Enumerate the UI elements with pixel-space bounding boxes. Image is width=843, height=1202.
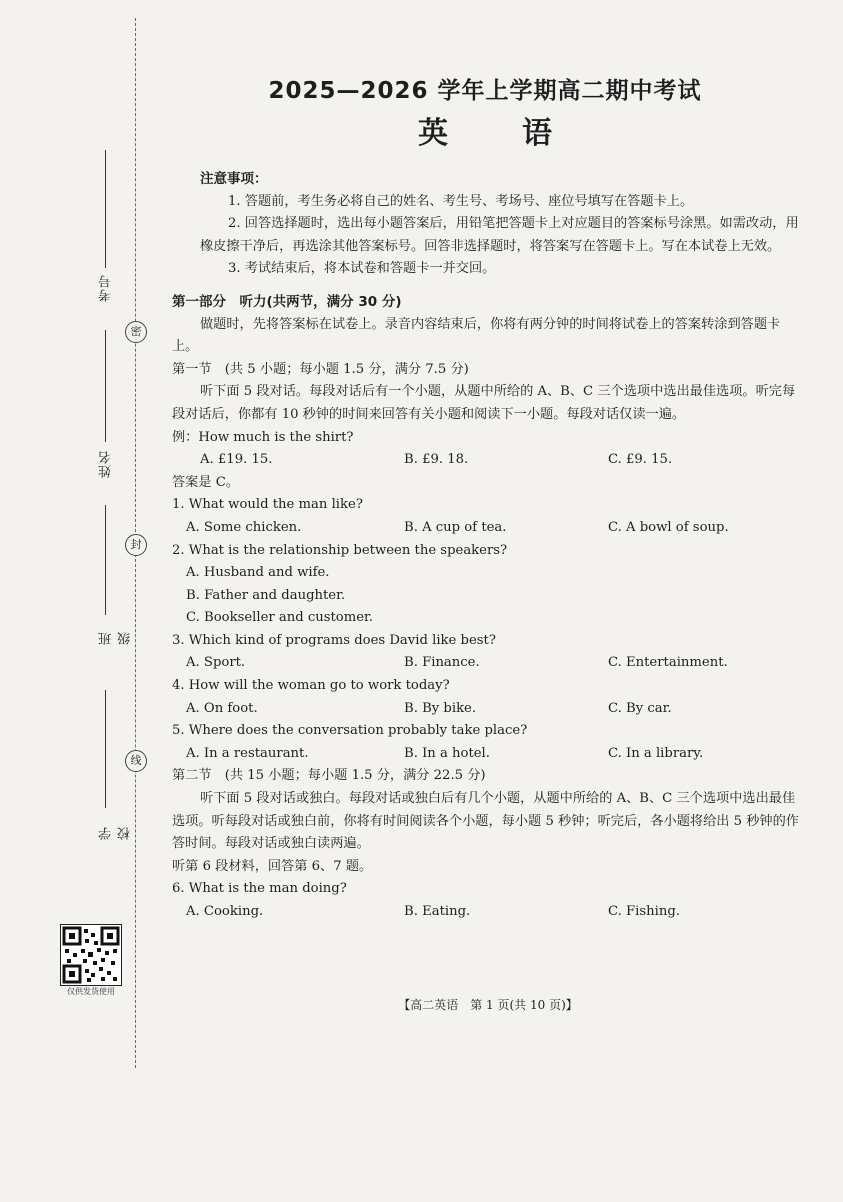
option-b[interactable]: B. Father and daughter. <box>186 587 346 603</box>
option-c[interactable]: C. By car. <box>608 700 672 716</box>
option-c[interactable]: C. Fishing. <box>608 904 680 919</box>
section1-instructions: 听下面 5 段对话。每段对话后有一个小题，从题中所给的 A、B、C 三个选项中选出最佳选项。听完每段对话后，你都有 10 秒钟的时间来回答有关小题和阅读下一小题。每段对话仅读一遍。 <box>172 384 796 422</box>
question-4: 4. How will the woman go to work today? <box>172 678 450 694</box>
section2-material: 听第 6 段材料，回答第 6、7 题。 <box>172 858 373 874</box>
field-name[interactable] <box>95 330 115 490</box>
part1-intro: 做题时，先将答案标在试卷上。录音内容结束后，你将有两分钟的时间将试卷上的答案转涂到答题卡上。 <box>172 316 781 355</box>
question-6-options <box>172 901 804 924</box>
option-c[interactable]: C. In a library. <box>608 745 704 761</box>
question-1: 1. What would the man like? <box>172 497 363 513</box>
example-option-b: B. £9. 18. <box>404 452 469 468</box>
notice-item: 3. 考试结束后，将本试卷和答题卡一并交回。 <box>228 261 496 277</box>
option-b[interactable]: B. Finance. <box>404 655 480 671</box>
notice-item: 2. 回答选择题时，选出每小题答案后，用铅笔把答题卡上对应题目的答案标号涂黑。如需改动，用橡皮擦干净后，再选涂其他答案标号。回答非选择题时，将答案写在答题卡上。写在本试卷上无效。 <box>200 216 799 254</box>
question-1-options <box>172 517 804 540</box>
option-a[interactable]: A. Some chicken. <box>186 519 302 535</box>
option-c[interactable]: C. Entertainment. <box>608 655 728 671</box>
example-question: 例：How much is the shirt? <box>172 429 354 445</box>
question-2: 2. What is the relationship between the speakers? <box>172 542 508 558</box>
option-b[interactable]: B. In a hotel. <box>404 745 490 761</box>
seal-feng: 封 <box>125 534 147 556</box>
example-options <box>172 449 804 472</box>
exam-content <box>172 168 804 924</box>
section1-heading: 第一节 (共 5 小题；每小题 1.5 分，满分 7.5 分) <box>172 361 469 377</box>
field-class[interactable] <box>95 505 133 645</box>
question-5: 5. Where does the conversation probably take place? <box>172 723 528 739</box>
field-school[interactable] <box>95 690 133 840</box>
qr-code-icon <box>60 924 122 986</box>
notice-item: 1. 答题前，考生务必将自己的姓名、考生号、考场号、座位号填写在答题卡上。 <box>228 193 694 209</box>
seal-xian: 线 <box>125 750 147 772</box>
field-line <box>105 505 106 615</box>
option-c[interactable]: C. Bookseller and customer. <box>186 610 374 626</box>
field-label: 姓名 <box>99 450 114 478</box>
field-exam-number[interactable] <box>95 150 115 310</box>
question-4-options <box>172 698 804 721</box>
seal-mi: 密 <box>125 321 147 343</box>
question-6: 6. What is the man doing? <box>172 881 347 897</box>
section2-instructions: 听下面 5 段对话或独白。每段对话或独白后有几个小题，从题中所给的 A、B、C 三个选项中选出最佳选项。听每段对话或独白前，你将有时间阅读各个小题，每小题 5 秒钟；听完后，各小题将给出 5 秒钟的作答时间。每段对话或独白读两遍。 <box>172 791 799 852</box>
option-b[interactable]: B. A cup of tea. <box>404 519 507 535</box>
field-label: 班级 <box>99 631 133 645</box>
question-3: 3. Which kind of programs does David like best? <box>172 632 496 648</box>
qr-caption: 仅供发货使用 <box>67 987 115 996</box>
part1-heading: 第一部分 听力(共两节，满分 30 分) <box>172 293 402 310</box>
option-a[interactable]: A. Cooking. <box>186 904 264 919</box>
option-a[interactable]: A. In a restaurant. <box>186 745 309 761</box>
option-b[interactable]: B. Eating. <box>404 904 471 919</box>
exam-title: 2025—2026 学年上学期高二期中考试 <box>268 78 702 104</box>
section2-heading: 第二节 (共 15 小题；每小题 1.5 分，满分 22.5 分) <box>172 768 486 784</box>
option-c[interactable]: C. A bowl of soup. <box>608 519 729 535</box>
field-line <box>105 150 106 268</box>
example-answer: 答案是 C。 <box>172 474 240 490</box>
example-option-a: A. £19. 15. <box>200 452 273 468</box>
option-a[interactable]: A. On foot. <box>186 700 258 716</box>
example-option-c: C. £9. 15. <box>608 452 673 468</box>
option-b[interactable]: B. By bike. <box>404 700 477 716</box>
option-a[interactable]: A. Sport. <box>186 655 246 671</box>
page-footer: 【高二英语 第 1 页(共 10 页)】 <box>398 998 578 1012</box>
subject-title: 英语 <box>418 116 626 151</box>
field-label: 考号 <box>99 274 114 302</box>
field-line <box>105 330 106 442</box>
option-a[interactable]: A. Husband and wife. <box>186 565 330 581</box>
field-line <box>105 690 106 808</box>
field-label: 学校 <box>99 826 133 840</box>
question-3-options <box>172 652 804 675</box>
question-5-options <box>172 743 804 766</box>
notice-heading: 注意事项： <box>200 171 268 187</box>
